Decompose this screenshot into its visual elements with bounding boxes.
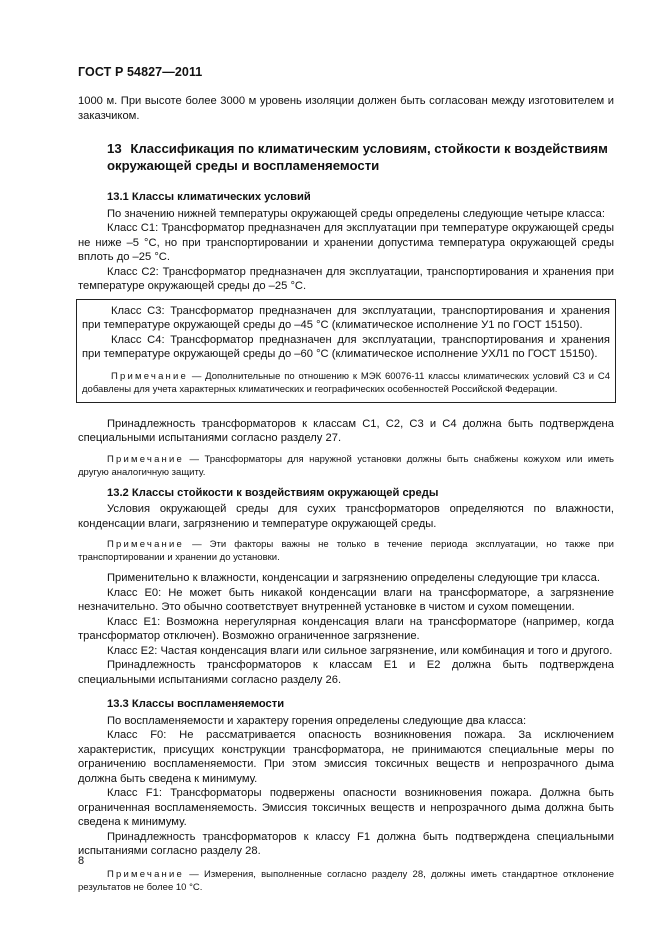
s13-1-confirmation: Принадлежность трансформаторов к классам С1, С2, С3 и С4 должна быть подтверждена специальными испытаниями согласно разделу 27.: [78, 417, 614, 444]
note-text: — Трансформаторы для наружной установки должны быть снабжены кожухом или иметь другую аналогичную защиту.: [78, 453, 614, 478]
note-text: — Эти факторы важны не только в течение периода эксплуатации, но также при транспортировании и хранении до установки.: [78, 539, 614, 563]
s13-2-note: [78, 538, 614, 564]
section-13-title: [78, 140, 614, 174]
boxed-note: [82, 370, 610, 396]
note-text: — Измерения, выполненные согласно разделу 28, должны иметь стандартное отклонение результатов не более 10 °С.: [78, 868, 614, 893]
note-label: Примечание: [107, 868, 184, 880]
s13-3-intro: По воспламеняемости и характеру горения определены следующие два класса:: [107, 714, 527, 727]
note-label: Примечание: [107, 453, 184, 465]
class-e2: Класс Е2: Частая конденсация влаги или сильное загрязнение, или комбинация и того и другого.: [107, 644, 613, 657]
s13-2-intro: Условия окружающей среды для сухих трансформаторов определяются по влажности, конденсации влаги, загрязнению и температуре окружающей среды.: [78, 503, 614, 530]
s13-1-intro: По значению нижней температуры окружающей среды определены следующие четыре класса:: [107, 207, 605, 220]
intro-paragraph: 1000 м. При высоте более 3000 м уровень изоляции должен быть согласован между изготовителем и заказчиком.: [78, 95, 614, 122]
section-number: 13: [107, 141, 122, 156]
class-f0: Класс F0: Не рассматривается опасность возникновения пожара. За исключением характеристик, присущих конструкции трансформатора, не принимаются специальные меры по ограничению воспламеняемости. При этом эмиссия токсичных веществ и непрозрачного дыма должна быть сведена к минимуму.: [78, 729, 614, 785]
class-e0: Класс Е0: Не может быть никакой конденсации влаги на трансформаторе, а загрязнение незначительно. Это обычно соответствует внутренней установке в чистом и сухом помещении.: [78, 586, 614, 613]
subsection-13-3-heading: 13.3 Классы воспламеняемости: [107, 698, 285, 710]
class-e1: Класс Е1: Возможна нерегулярная конденсация влаги на трансформаторе (например, когда трансформатор отключен). Возможно ограниченное загрязнение.: [78, 615, 614, 642]
s13-3-note: [78, 868, 614, 894]
note-label: Примечание: [107, 539, 184, 550]
subsection-13-2-heading: 13.2 Классы стойкости к воздействиям окружающей среды: [107, 486, 439, 499]
national-addition-box: [76, 299, 616, 403]
subsection-13-1-heading: 13.1 Классы климатических условий: [107, 191, 311, 203]
class-f1: Класс F1: Трансформаторы подвержены опасности возникновения пожара. Должна быть ограниченная воспламеняемость. Эмиссия токсичных веществ и непрозрачного дыма должна быть сведена к минимуму.: [78, 787, 614, 828]
class-c3: Класс С3: Трансформатор предназначен для эксплуатации, транспортирования и хранения при температуре окружающей среды до –45 °С (климатическое исполнение У1 по ГОСТ 15150).: [82, 304, 610, 331]
s13-1-note: [78, 453, 614, 479]
note-label: Примечание: [111, 370, 188, 382]
note-text: — Дополнительные по отношению к МЭК 60076-11 классы климатических условий С3 и С4 добавлены для учета характерных климатических и географических особенностей Российской Федерации.: [82, 370, 610, 395]
document-body: [78, 94, 614, 901]
document-header: ГОСТ Р 54827—2011: [78, 65, 203, 79]
s13-2-classes-intro: Применительно к влажности, конденсации и загрязнению определены следующие три класса.: [107, 572, 600, 584]
class-c1: Класс С1: Трансформатор предназначен для эксплуатации при температуре окружающей среды не ниже –5 °С, но при транспортировании и хранении допустима температура окружающей среды вплоть до –25 °С.: [78, 222, 614, 263]
page-number: 8: [78, 855, 85, 867]
class-c4: Класс С4: Трансформатор предназначен для эксплуатации, транспортирования и хранения при температуре окружающей среды до –60 °С (климатическое исполнение УХЛ1 по ГОСТ 15150).: [82, 333, 610, 360]
section-title-text: Классификация по климатическим условиям, стойкости к воздействиям окружающей среды и воспламеняемости: [107, 141, 608, 173]
s13-2-confirmation: Принадлежность трансформаторов к классам Е1 и Е2 должна быть подтверждена специальными испытаниями согласно разделу 26.: [78, 659, 614, 686]
class-c2: Класс С2: Трансформатор предназначен для эксплуатации, транспортирования и хранения при температуре окружающей среды до –25 °С.: [78, 265, 614, 292]
s13-3-confirmation: Принадлежность трансформаторов к классу F1 должна быть подтверждена специальными испытаниями согласно разделу 28.: [78, 830, 614, 857]
